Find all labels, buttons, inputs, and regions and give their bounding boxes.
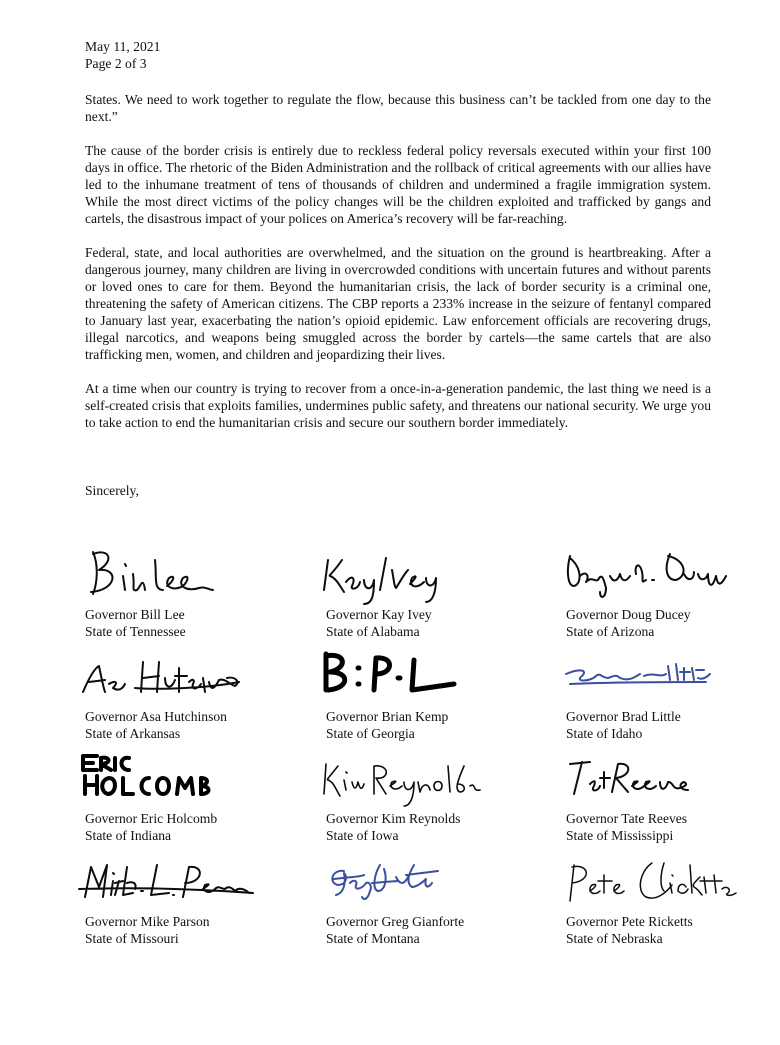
paragraph: Federal, state, and local authorities are overwhelmed, and the situation on the ground is heartbreaking. After a dangerous journey, many children are living in overcrowded conditions with uncertain futures and without parents or loved ones to care for them. Beyond the humanitarian crisis, the lack of border security is a criminal one, threatening the safety of American citizens. The CBP reports a 233% increase in the seizure of fentanyl compared to January last year, exacerbating the nation’s opioid epidemic. Law enforcement officials are recovering drugs, illegal narcotics, and weapons being smuggled across the border by cartels—the same cartels that are also trafficking men, women, and children and jeopardizing their lives. — [85, 245, 711, 362]
signature-mike-parson — [79, 853, 259, 909]
signatory-name: Governor Tate Reeves — [566, 811, 688, 826]
letter-date: May 11, 2021 — [85, 39, 161, 54]
signatory-name: Governor Doug Ducey — [566, 607, 691, 622]
signature-tate-reeves — [560, 750, 740, 806]
signatory-name: Governor Kim Reynolds — [326, 811, 461, 826]
signature-doug-ducey — [560, 546, 740, 602]
signature-bill-lee — [79, 546, 259, 602]
signatory-state: State of Arkansas — [85, 726, 181, 741]
signatory-state: State of Nebraska — [566, 931, 663, 946]
signatory-name: Governor Kay Ivey — [326, 607, 432, 622]
signature-pete-ricketts — [560, 853, 740, 909]
signatory-name: Governor Bill Lee — [85, 607, 185, 622]
signatory-state: State of Montana — [326, 931, 420, 946]
signatory-name: Governor Eric Holcomb — [85, 811, 218, 826]
signatory-state: State of Missouri — [85, 931, 179, 946]
signatory-state: State of Idaho — [566, 726, 643, 741]
paragraph: The cause of the border crisis is entirely due to reckless federal policy reversals executed within your first 100 days in office. The rhetoric of the Biden Administration and the rollback of critical agreements with our allies have led to the inhumane treatment of tens of thousands of children and undermined a fragile immigration system. While the most direct victims of the policy changes will be the children exploited and trafficked by gangs and cartels, the disastrous impact of your polices on America’s recovery will be far-reaching. — [85, 143, 711, 226]
signatory-name: Governor Brad Little — [566, 709, 681, 724]
letter-header — [85, 38, 160, 72]
signatory-state: State of Arizona — [566, 624, 655, 639]
signatory-name: Governor Greg Gianforte — [326, 914, 465, 929]
signature-greg-gianforte — [320, 853, 500, 909]
signatory-name: Governor Brian Kemp — [326, 709, 449, 724]
signature-kim-reynolds — [320, 750, 500, 806]
paragraph: At a time when our country is trying to recover from a once-in-a-generation pandemic, the last thing we need is a self-created crisis that exploits families, undermines public safety, and threatens our national security. We urge you to take action to end the humanitarian crisis and secure our southern border immediately. — [85, 381, 711, 430]
signatory-state: State of Indiana — [85, 828, 172, 843]
page-number: Page 2 of 3 — [85, 56, 147, 71]
signatory-state: State of Georgia — [326, 726, 415, 741]
paragraph: States. We need to work together to regulate the flow, because this business can’t be tackled from one day to the next.” — [85, 92, 711, 124]
closing: Sincerely, — [85, 483, 139, 498]
signatory-name: Governor Mike Parson — [85, 914, 210, 929]
signature-asa-hutchinson — [79, 648, 259, 704]
signatory-state: State of Tennessee — [85, 624, 186, 639]
signature-brian-kemp — [320, 648, 500, 704]
signatory-name: Governor Pete Ricketts — [566, 914, 693, 929]
signatory-state: State of Iowa — [326, 828, 399, 843]
signatory-name: Governor Asa Hutchinson — [85, 709, 227, 724]
signatory-state: State of Alabama — [326, 624, 420, 639]
signature-brad-little — [560, 648, 740, 704]
signatory-state: State of Mississippi — [566, 828, 674, 843]
letter-body — [85, 91, 711, 448]
signature-kay-ivey — [320, 546, 500, 602]
signature-eric-holcomb — [79, 750, 259, 806]
